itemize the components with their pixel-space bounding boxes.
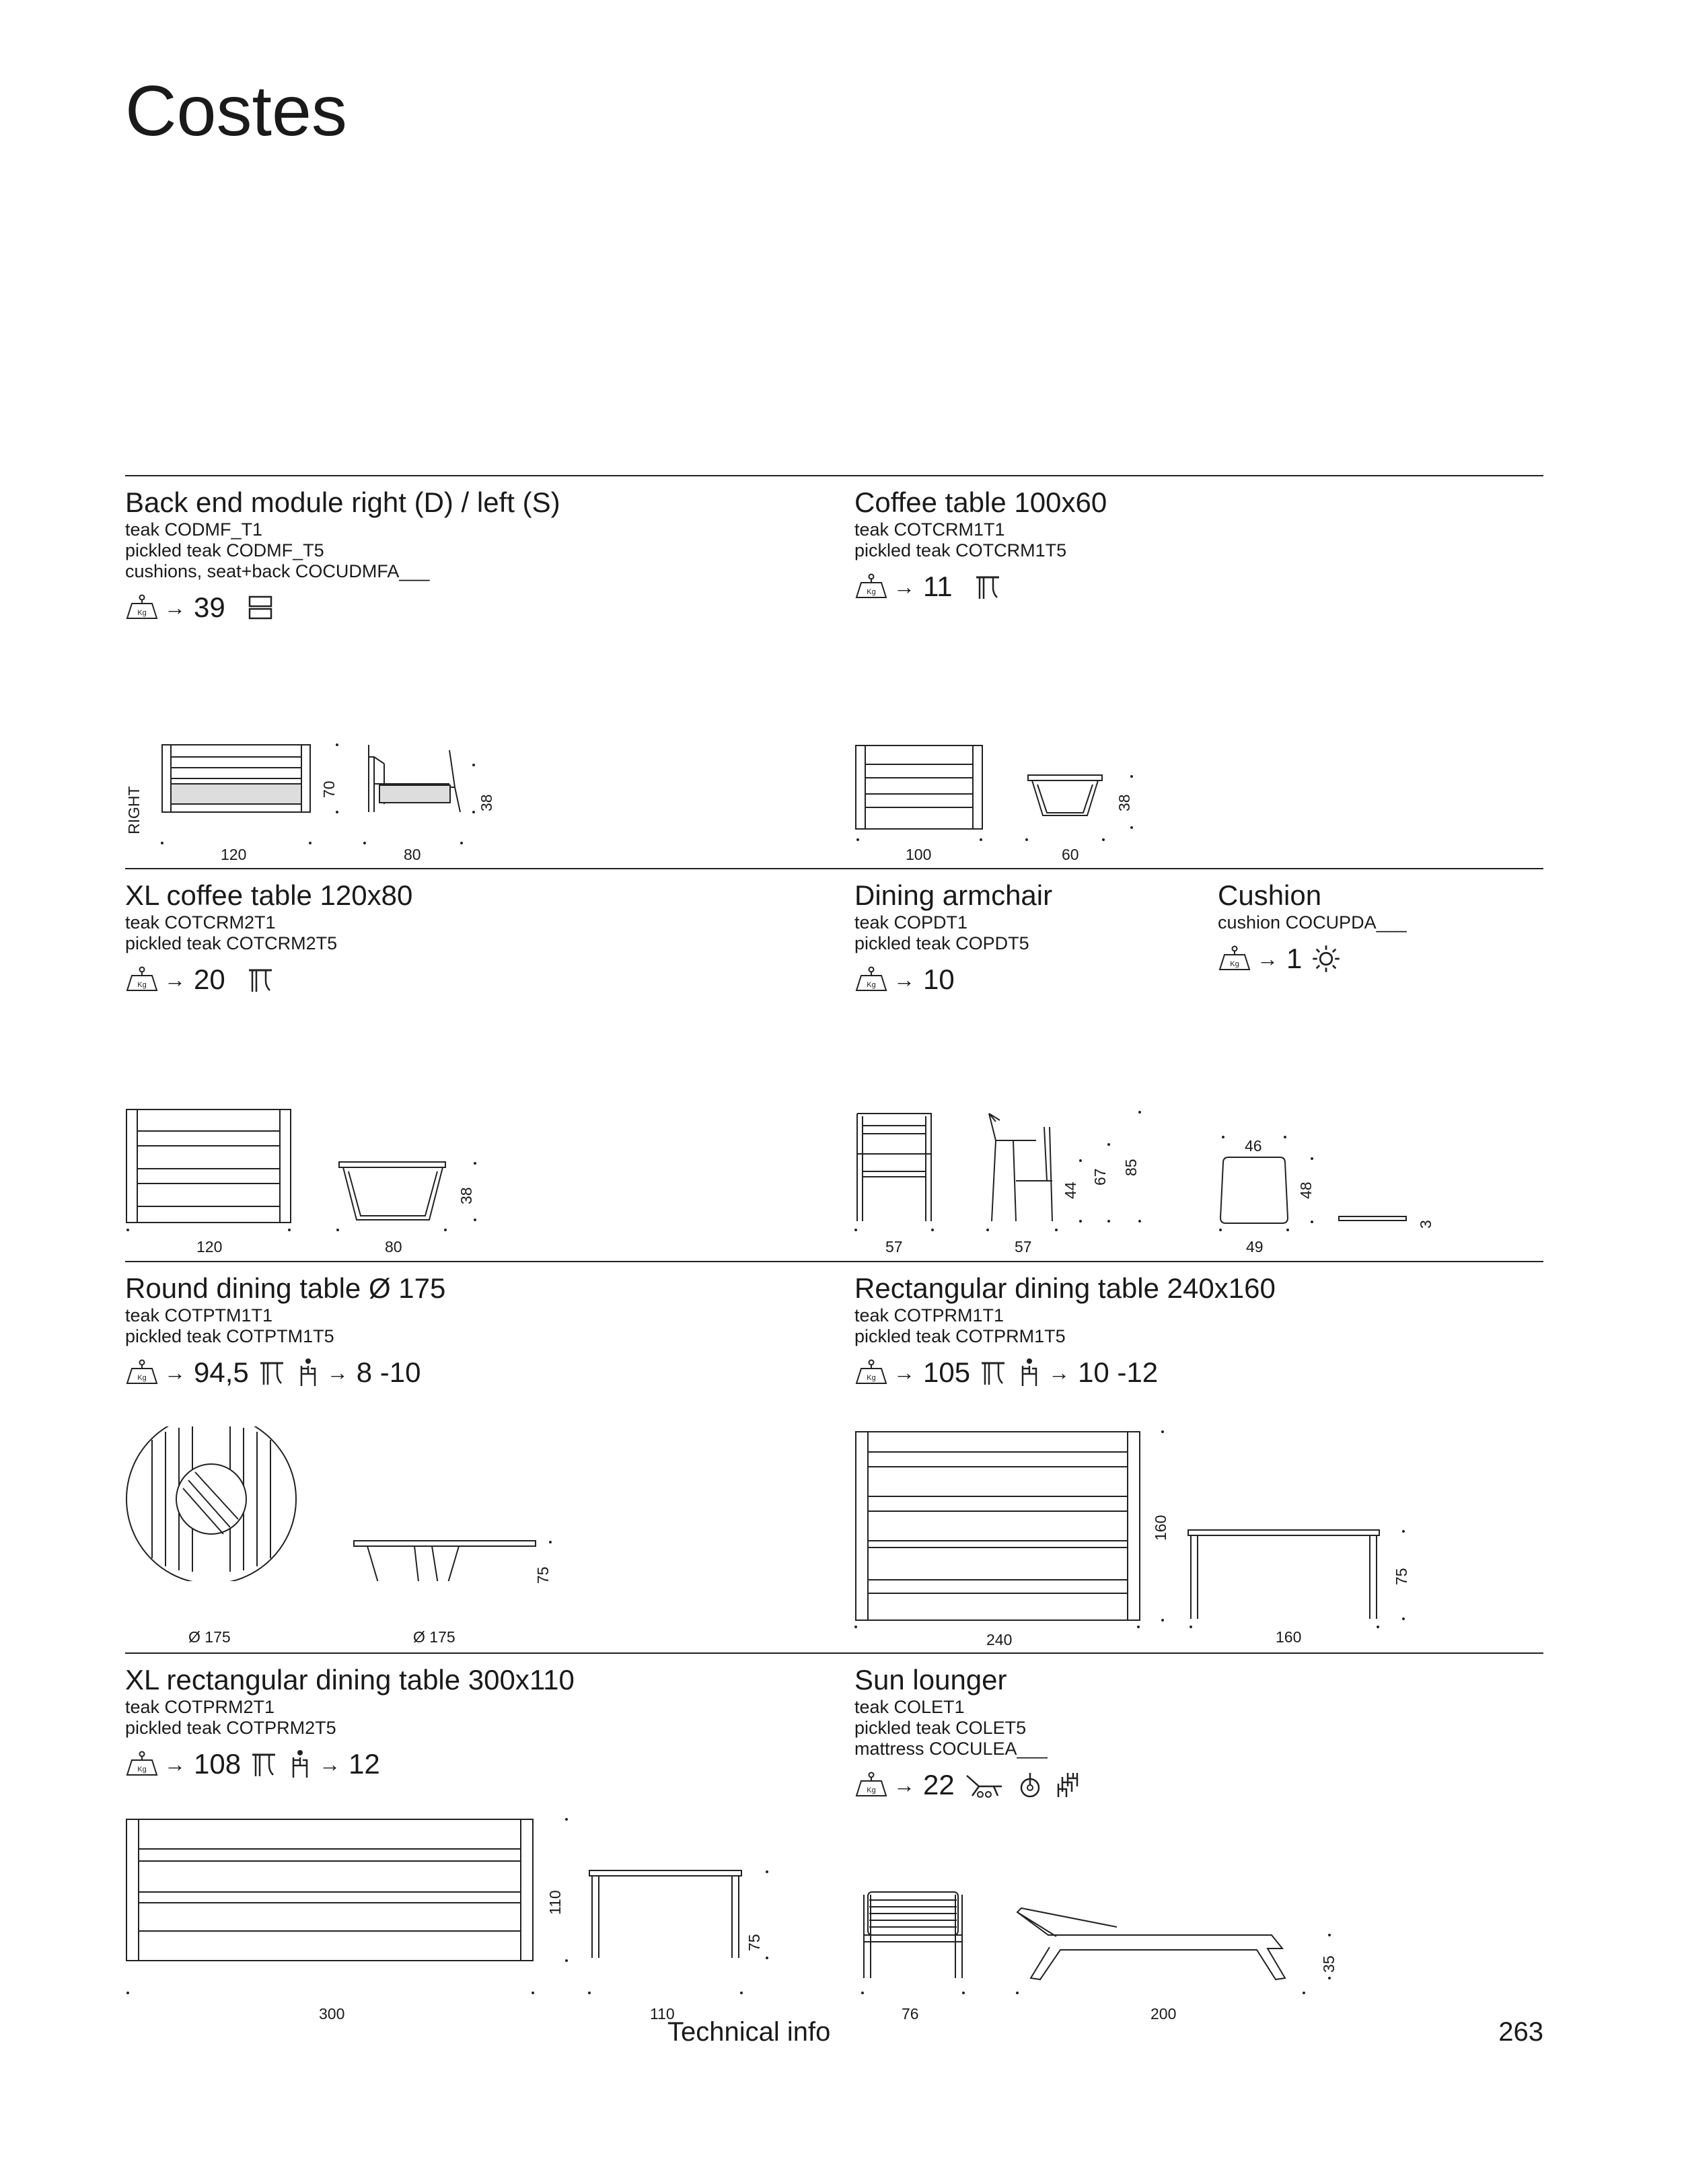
dimension-depth: 57 (1015, 1238, 1032, 1255)
arrow-icon: → (164, 595, 186, 620)
arrow-icon: → (893, 1772, 915, 1797)
product-code: pickled teak CODMF_T5 (125, 540, 324, 560)
product-code: cushions, seat+back COCUDMFA___ (125, 561, 430, 581)
dimension-seat-height: 44 (1062, 1181, 1079, 1199)
product-meta (854, 961, 1052, 998)
weight-value: 105 (923, 1356, 971, 1388)
dimension-seat-height: 38 (478, 794, 495, 811)
product-name: XL rectangular dining table 300x110 (125, 1664, 575, 1696)
section-divider (125, 1652, 1543, 1654)
dimension-width: 300 (319, 2005, 345, 2023)
dimension-length: 200 (1150, 2005, 1177, 2023)
weight-value: 10 (923, 963, 955, 995)
product-xl-coffee-table (125, 879, 412, 998)
wheel-icon (1017, 1772, 1044, 1798)
product-code: pickled teak COPDT5 (854, 933, 1029, 953)
weight-value: 20 (194, 963, 225, 995)
dimension-height: 75 (1393, 1568, 1410, 1585)
dimension-diameter-side: Ø 175 (413, 1628, 455, 1646)
product-name: Dining armchair (854, 879, 1053, 911)
dimension-depth: 80 (385, 1238, 402, 1255)
product-xl-rectangular-dining-table (125, 1663, 575, 1783)
arrow-icon: → (893, 574, 915, 599)
dimension-height: 75 (534, 1566, 552, 1584)
weight-kg-icon (125, 966, 159, 993)
dimension-diameter: Ø 175 (188, 1628, 231, 1646)
arrow-icon: → (164, 967, 186, 992)
round-table-drawing (125, 1426, 569, 1581)
dimension-height: 70 (320, 780, 338, 798)
product-code: teak COTCRM1T1 (854, 519, 1005, 540)
product-meta (1218, 940, 1407, 978)
weight-kg-icon (1218, 945, 1251, 972)
product-code: pickled teak COLET5 (854, 1718, 1027, 1738)
coffee-table-drawing (854, 740, 1150, 848)
dimension-depth: 80 (404, 846, 421, 863)
product-code: teak COTPTM1T1 (125, 1305, 273, 1325)
product-meta (854, 568, 1107, 606)
sun-lounger-drawing (854, 1817, 1352, 2005)
weight-kg-icon (125, 1751, 159, 1778)
product-cushion (1218, 879, 1407, 978)
dimension-width: 76 (902, 2005, 919, 2023)
arrow-icon: → (893, 967, 915, 992)
product-code: teak COTPRM1T1 (854, 1305, 1004, 1325)
seats-value: 10 -12 (1078, 1356, 1159, 1388)
weight-kg-icon (125, 1359, 159, 1386)
sun-icon (1311, 944, 1341, 974)
dimension-thickness: 3 (1417, 1220, 1434, 1229)
weight-kg-icon (854, 573, 888, 600)
product-code: pickled teak COTCRM2T5 (125, 933, 338, 953)
product-code: cushion COCUPDA___ (1218, 912, 1407, 933)
dimension-top-width: 46 (1245, 1137, 1262, 1155)
product-rectangular-dining-table (854, 1272, 1276, 1391)
product-dining-armchair (854, 879, 1052, 998)
arrow-icon: → (1257, 946, 1278, 971)
section-divider (125, 1261, 1543, 1262)
page-number: 263 (1498, 2017, 1543, 2047)
table-icon (250, 1751, 277, 1778)
seats-value: 12 (349, 1748, 380, 1780)
dimension-height: 75 (745, 1934, 763, 1951)
dimension-height: 35 (1320, 1955, 1338, 1973)
stack-icon (1056, 1772, 1089, 1798)
chair-icon (1019, 1358, 1043, 1387)
product-round-dining-table (125, 1272, 445, 1391)
product-code: pickled teak COTPRM1T5 (854, 1326, 1066, 1346)
product-code: teak COLET1 (854, 1697, 965, 1717)
chair-icon (289, 1749, 314, 1779)
dimension-width: 100 (906, 846, 932, 863)
product-name: Sun lounger (854, 1664, 1007, 1696)
dimension-depth: 160 (1152, 1515, 1169, 1541)
xl-coffee-table-drawing (125, 1107, 502, 1241)
weight-value: 22 (923, 1769, 955, 1800)
arrow-icon: → (326, 1360, 349, 1385)
product-meta (854, 1354, 1276, 1391)
dimension-depth: 110 (546, 1890, 564, 1915)
product-meta (125, 1745, 575, 1783)
table-icon (258, 1359, 285, 1386)
product-coffee-table (854, 486, 1107, 606)
dimension-width: 240 (986, 1631, 1013, 1648)
product-code: teak COPDT1 (854, 912, 968, 933)
product-code: pickled teak COTPRM2T5 (125, 1718, 336, 1738)
arrow-icon: → (1048, 1360, 1070, 1385)
dimension-depth: 48 (1297, 1181, 1315, 1199)
product-meta (125, 961, 412, 998)
product-meta (125, 1354, 445, 1391)
dimension-arm-height: 67 (1091, 1168, 1109, 1186)
product-meta (854, 1766, 1089, 1804)
weight-value: 108 (194, 1748, 242, 1780)
product-name: Back end module right (D) / left (S) (125, 486, 560, 518)
product-code: pickled teak COTPTM1T5 (125, 1326, 334, 1346)
product-sun-lounger (854, 1663, 1089, 1804)
arrow-icon: → (319, 1751, 341, 1776)
product-code: teak COTPRM2T1 (125, 1697, 275, 1717)
module-drawing (125, 730, 502, 858)
product-name: Rectangular dining table 240x160 (854, 1272, 1276, 1304)
product-meta (125, 589, 560, 626)
section-divider (125, 475, 1543, 476)
dimension-side-depth: 160 (1276, 1628, 1302, 1646)
dimension-height: 38 (1116, 794, 1133, 811)
seats-value: 8 -10 (356, 1356, 421, 1388)
product-code: teak COTCRM2T1 (125, 912, 276, 933)
footer-section-label: Technical info (667, 2017, 831, 2047)
dimension-side-depth: 110 (650, 2005, 675, 2023)
dimension-bottom-width: 49 (1246, 1238, 1264, 1255)
xl-rectangular-table-drawing (125, 1817, 798, 2005)
weight-value: 1 (1286, 943, 1303, 974)
module-icon (247, 594, 274, 621)
table-icon (980, 1359, 1007, 1386)
dimension-width: 120 (221, 846, 247, 863)
product-code: mattress COCULEA___ (854, 1739, 1048, 1759)
armchair-drawing (854, 1107, 1164, 1241)
product-code: pickled teak COTCRM1T5 (854, 540, 1067, 560)
dimension-height: 85 (1122, 1159, 1140, 1176)
product-back-end-module (125, 486, 560, 626)
product-code: teak CODMF_T1 (125, 519, 263, 540)
table-icon (974, 573, 1001, 600)
dimension-width: 57 (885, 1238, 903, 1255)
arrow-icon: → (164, 1360, 186, 1385)
product-name: Coffee table 100x60 (854, 486, 1107, 518)
dimension-depth: 60 (1062, 846, 1079, 863)
weight-value: 39 (194, 591, 225, 623)
table-icon (247, 966, 274, 993)
lounger-icon (964, 1772, 1004, 1798)
dimension-width: 120 (196, 1238, 223, 1255)
weight-kg-icon (854, 966, 888, 993)
weight-value: 94,5 (194, 1356, 249, 1388)
weight-value: 11 (923, 571, 953, 602)
product-name: Cushion (1218, 879, 1322, 911)
arrow-icon: → (164, 1751, 186, 1776)
product-name: Round dining table Ø 175 (125, 1272, 446, 1304)
product-name: XL coffee table 120x80 (125, 879, 413, 911)
weight-kg-icon (125, 594, 159, 621)
weight-kg-icon (854, 1359, 888, 1386)
section-divider (125, 868, 1543, 869)
page-title: Costes (125, 71, 347, 151)
chair-icon (297, 1358, 322, 1387)
arrow-icon: → (893, 1360, 915, 1385)
side-label: RIGHT (125, 786, 143, 834)
weight-kg-icon (854, 1772, 888, 1798)
dimension-height: 38 (458, 1187, 475, 1204)
rectangular-table-drawing (854, 1426, 1420, 1628)
